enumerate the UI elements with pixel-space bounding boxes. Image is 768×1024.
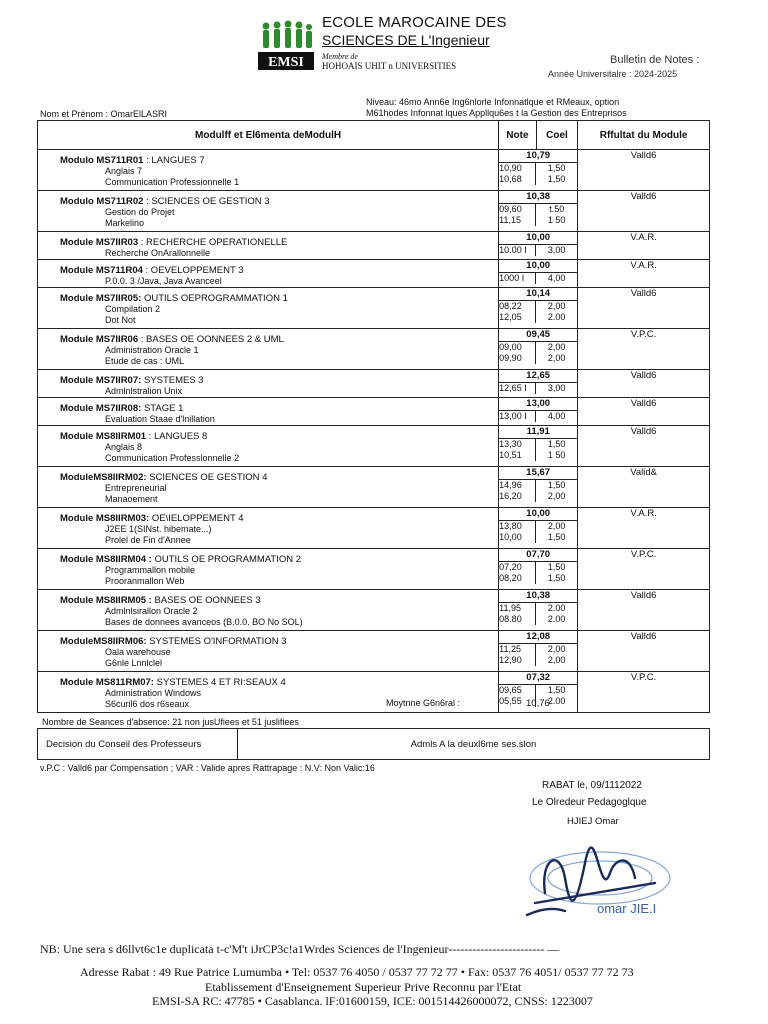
module-row	[38, 232, 710, 260]
module-cell	[38, 467, 499, 508]
module-result: Valld6	[578, 370, 710, 398]
module-title	[38, 398, 498, 414]
element-note: 09,60	[499, 204, 536, 215]
note-cell	[499, 631, 578, 672]
module-code: Module MS8IIRM03:	[60, 513, 150, 524]
module-row	[38, 260, 710, 288]
element-name: Admlnlsirallon Oracle 2	[105, 606, 198, 616]
element-coef: 2,00	[547, 491, 566, 501]
module-name: SYSTEMES 3	[143, 375, 204, 386]
module-cell	[38, 398, 499, 426]
module-row	[38, 549, 710, 590]
module-cell	[38, 232, 499, 260]
element-name: Markelino	[105, 218, 145, 228]
module-note: 11,91	[499, 426, 577, 439]
element-note: 08,20	[499, 573, 536, 584]
module-cell	[38, 549, 499, 590]
module-result: V.A.R.	[578, 260, 710, 288]
module-result: V.P.C.	[578, 672, 710, 713]
note-cell	[499, 288, 578, 329]
module-title	[38, 672, 498, 688]
module-note: 10,79	[499, 150, 577, 163]
element-name: J2EE 1(SINst. hibemate...)	[105, 524, 212, 534]
element-coef: 1,50	[547, 439, 566, 449]
module-name: SCIENCES OE GESTION 4	[149, 472, 268, 483]
module-result: Valld6	[578, 590, 710, 631]
module-row	[38, 426, 710, 467]
module-cell	[38, 590, 499, 631]
element-name: Recherche OnArallonnelle	[105, 248, 211, 258]
element-note: 12,65 I	[499, 383, 536, 394]
element-coef: 2.00	[547, 696, 566, 706]
element-coef: 4,00	[547, 411, 566, 421]
member-label: Membre de	[322, 52, 358, 61]
module-title	[38, 329, 498, 345]
bulletin-title: Bulletin de Notes :	[610, 54, 700, 66]
element-note: 09,00	[499, 342, 536, 353]
element-coef: 2.00	[547, 603, 566, 613]
element-coef: 1,50	[547, 685, 566, 695]
decision-table	[37, 728, 710, 760]
module-row	[38, 467, 710, 508]
module-name: : LANGUES 7	[146, 155, 205, 166]
element-note: 08.80	[499, 614, 536, 625]
element-coef: 2,00	[547, 655, 566, 665]
module-row	[38, 672, 710, 713]
module-note: 10,38	[499, 590, 577, 603]
element-name: Communication Professlonnelle 2	[105, 453, 240, 463]
module-note: 10,00	[499, 232, 577, 245]
element-coef: 1,50	[547, 174, 566, 184]
element-note: 12,05	[499, 312, 536, 323]
logo-text: EMSI	[268, 55, 304, 70]
element-note: 11,95	[499, 603, 536, 614]
module-title	[38, 467, 498, 483]
module-title	[38, 508, 498, 524]
element-coef: 4,00	[547, 273, 566, 283]
module-name: : OEVELOPPEMENT 3	[145, 265, 244, 276]
note-cell	[499, 426, 578, 467]
module-cell	[38, 288, 499, 329]
module-name: SYSTEMES O'INFORMATION 3	[149, 636, 287, 647]
address-line1: Adresse Rabat : 49 Rue Patrice Lumumba • Tel: 0537 76 4050 / 0537 77 72 77 • Fax: 0537 76 4051/ 0537 77 72 73	[80, 965, 634, 979]
element-name: Programmallon mobile	[105, 565, 196, 575]
module-result: Valid&	[578, 467, 710, 508]
module-code: Modulo MS711R01	[60, 155, 144, 166]
element-name: Prooranmallon Web	[105, 576, 185, 586]
module-note: 10,00	[499, 260, 577, 273]
module-title	[38, 426, 498, 442]
element-name: S6curil6 dos r6seaux	[105, 699, 190, 709]
absence-count: Nombre de Seances d'absence: 21 non jusUfiees et 51 juslifiees	[42, 717, 299, 727]
module-code: Module MS7IIR05:	[60, 293, 142, 304]
module-result: V.P.C.	[578, 329, 710, 370]
module-row	[38, 590, 710, 631]
element-name: Entrepreneurial	[105, 483, 167, 493]
member-group: HOHOAIS UHIT n UNIVERSITIES	[322, 61, 457, 71]
table-header-row	[38, 121, 710, 150]
element-note: 09,90	[499, 353, 536, 364]
module-row	[38, 150, 710, 191]
emsi-logo	[258, 18, 314, 72]
element-name: Anglais 7	[105, 166, 143, 176]
element-note: 14,96	[499, 480, 536, 491]
element-coef: 2,00	[547, 301, 566, 311]
module-name: SYSTEMES 4 ET RI:SEAUX 4	[156, 677, 286, 688]
element-note: 07,20	[499, 562, 536, 573]
module-row	[38, 398, 710, 426]
element-note: 10,90	[499, 163, 536, 174]
element-note: 05,55	[499, 696, 536, 707]
module-name: : RECHERCHE OPERATIONELLE	[140, 237, 288, 248]
element-coef: 1,50	[547, 562, 566, 572]
module-row	[38, 191, 710, 232]
element-note: 10,68	[499, 174, 536, 185]
address-line2: Etablissement d'Enseignement Superieur Prive Reconnu par l'Etat	[205, 980, 522, 994]
legend: v.P.C : Valld6 par Compensation ; VAR : Valide apres Rattrapage : N.V: Non Valic:16	[40, 763, 375, 773]
module-cell	[38, 370, 499, 398]
module-name: STAGE 1	[143, 403, 184, 414]
module-code: ModuleMS8IIRM02:	[60, 472, 147, 483]
module-cell	[38, 150, 499, 191]
element-coef: 3,00	[547, 245, 566, 255]
note-cell	[499, 329, 578, 370]
element-coef: t.50	[549, 204, 565, 214]
module-name: OE\IELOPPEMENT 4	[151, 513, 244, 524]
col-module-header: Modulff et El6menta deModulH	[38, 121, 499, 150]
note-cell	[499, 590, 578, 631]
general-average-label: Moytnne G6n6ral :	[386, 698, 461, 708]
module-code: Modulo MS711R02	[60, 196, 144, 207]
element-coef: 2,00	[547, 521, 566, 531]
level-line: Niveau: 46mo Ann6e Ing6nlorle Infonnatlque et RMeaux, option	[366, 97, 620, 107]
element-coef: 1,50	[547, 573, 566, 583]
element-name: Administration Windows	[105, 688, 202, 698]
module-result: Valld6	[578, 426, 710, 467]
school-name-line2: SCIENCES DE L'Ingenieur	[322, 32, 490, 48]
module-note: 07,32	[499, 672, 577, 685]
module-name: OUTILS OE PROGRAMMATION 2	[154, 554, 302, 565]
col-note-header: Note	[499, 121, 537, 150]
note-cell	[499, 370, 578, 398]
module-title	[38, 631, 498, 647]
module-note: 10,38	[499, 191, 577, 204]
address-line3: EMSI-SA RC: 47785 • Casablanca. lF:01600159, ICE: 001514426000072, CNSS: 1223007	[152, 994, 593, 1008]
element-note: 16,20	[499, 491, 536, 502]
module-result: Valld6	[578, 288, 710, 329]
element-coef: 1,50	[547, 532, 566, 542]
module-name: : LANGUES 8	[148, 431, 208, 442]
element-coef: 1 50	[547, 450, 566, 460]
general-average-value: 10,76	[526, 698, 550, 709]
element-note: 11,25	[499, 644, 536, 655]
module-name: BASES OE OONNEES 3	[154, 595, 261, 606]
element-name: Admlnlstralion Unix	[105, 386, 183, 396]
element-name: G6nle Lnnlclel	[105, 658, 163, 668]
element-note: 1000 I	[499, 273, 536, 284]
element-note: 13,80	[499, 521, 536, 532]
note-cell	[499, 191, 578, 232]
note-cell	[499, 150, 578, 191]
academic-year: Année Universitalre : 2024-2025	[548, 69, 678, 79]
element-note: 13,30	[499, 439, 536, 450]
element-note: 13,00 I	[499, 411, 536, 422]
module-note: 10,00	[499, 508, 577, 521]
module-cell	[38, 426, 499, 467]
module-result: V.A.R.	[578, 508, 710, 549]
module-row	[38, 508, 710, 549]
place-date: RABAT le, 09/1112022	[542, 780, 642, 791]
element-note: 08,22	[499, 301, 536, 312]
module-row	[38, 631, 710, 672]
module-cell	[38, 191, 499, 232]
module-title	[38, 150, 498, 166]
module-row	[38, 329, 710, 370]
module-result: V.P.C.	[578, 549, 710, 590]
note-cell	[499, 549, 578, 590]
module-name: : SCIENCES OE GESTION 3	[146, 196, 270, 207]
element-coef: 1 50	[547, 215, 566, 225]
module-note: 15,67	[499, 467, 577, 480]
signature-stamp	[505, 843, 705, 933]
module-code: Module MS7IIR08:	[60, 403, 142, 414]
element-coef: 2,00	[547, 353, 566, 363]
element-name: Gestion do Projet	[105, 207, 175, 217]
module-title	[38, 549, 498, 565]
element-note: 10,51	[499, 450, 536, 461]
module-result: Valld6	[578, 191, 710, 232]
module-result: Valld6	[578, 398, 710, 426]
module-code: Module MS8IIRM05 :	[60, 595, 152, 606]
element-note: 10,00	[499, 532, 536, 543]
element-coef: 2,00	[547, 644, 566, 654]
module-row	[38, 288, 710, 329]
director-title: Le Olredeur Pedagoglque	[532, 797, 647, 808]
module-title	[38, 590, 498, 606]
element-name: Prolel de Fin d'Annee	[105, 535, 191, 545]
col-result-header: Rffultat du Module	[578, 121, 710, 150]
element-name: Dot Not	[105, 315, 136, 325]
element-name: Compilation 2	[105, 304, 161, 314]
element-coef: 1,50	[547, 163, 566, 173]
module-result: Valld6	[578, 631, 710, 672]
module-code: Module MS8IIRM01	[60, 431, 147, 442]
decision-value: Admls A la deuxl6me ses.slon	[238, 729, 710, 760]
element-note: 11,15	[499, 215, 536, 226]
module-title	[38, 260, 498, 276]
student-name: Nom et Prénom : OmarElLASRI	[40, 109, 168, 119]
decision-label: Decision du Conseil des Professeurs	[38, 729, 238, 760]
element-coef: 2,00	[547, 342, 566, 352]
element-note: 10.00 I	[499, 245, 536, 256]
module-title	[38, 232, 498, 248]
module-code: Module MS7IIR07:	[60, 375, 142, 386]
element-name: Oala warehouse	[105, 647, 171, 657]
signature-name: omar JIE.I	[597, 901, 657, 916]
module-result: Valld6	[578, 150, 710, 191]
element-coef: 2.00	[547, 312, 566, 322]
nb-notice: NB: Une sera s d6llvt6c1e duplicata t-c'M't iJrCP3c!a1Wrdes Sciences de l'Ingenieur------------------------ —	[40, 942, 560, 956]
element-note: 12,90	[499, 655, 536, 666]
module-note: 12,08	[499, 631, 577, 644]
module-code: Module MS711R04	[60, 265, 143, 276]
element-name: Anglais 8	[105, 442, 143, 452]
module-note: 09,45	[499, 329, 577, 342]
note-cell	[499, 232, 578, 260]
module-code: Module MS7IIR06	[60, 334, 139, 345]
director-name: HJIEJ Omar	[567, 816, 619, 827]
note-cell	[499, 260, 578, 288]
module-code: ModuleMS8IIRM06:	[60, 636, 147, 647]
module-note: 13,00	[499, 398, 577, 411]
element-coef: 3,00	[547, 383, 566, 393]
module-note: 10,14	[499, 288, 577, 301]
module-title	[38, 370, 498, 386]
col-coef-header: Coel	[536, 121, 578, 150]
module-note: 07,70	[499, 549, 577, 562]
element-note: 09,65	[499, 685, 536, 696]
school-name-line1: ECOLE MAROCAINE DES	[322, 14, 507, 31]
element-name: P.0.0. 3 /Java, Java Avanceel	[105, 276, 222, 286]
module-name: OUTILS OEPROGRAMMATION 1	[143, 293, 288, 304]
module-title	[38, 288, 498, 304]
module-cell	[38, 508, 499, 549]
module-cell	[38, 329, 499, 370]
note-cell	[499, 508, 578, 549]
element-name: Bases de donnees avanceos (B.0.0. BO No SOL)	[105, 617, 303, 627]
module-name: : BASES OE OONNEES 2 & UML	[140, 334, 284, 345]
note-cell	[499, 467, 578, 508]
element-name: Manaoement	[105, 494, 158, 504]
element-name: Etude de cas : UML	[105, 356, 185, 366]
module-row	[38, 370, 710, 398]
element-coef: 2.00	[547, 614, 566, 624]
module-code: Module MS811RM07:	[60, 677, 154, 688]
element-name: Communication Professionnelle 1	[105, 177, 240, 187]
grades-table	[37, 120, 710, 713]
element-name: Evaluation Staae d'lnillation	[105, 414, 215, 424]
module-code: Module MS7IIR03	[60, 237, 139, 248]
module-cell	[38, 260, 499, 288]
module-title	[38, 191, 498, 207]
option-line: M61hodes Infonnat lques Appllqu6es t la Gestion des Entreprisos	[366, 108, 627, 118]
element-coef: 1,50	[547, 480, 566, 490]
module-note: 12,65	[499, 370, 577, 383]
element-name: Administration Oracle 1	[105, 345, 199, 355]
module-result: V.A.R.	[578, 232, 710, 260]
note-cell	[499, 398, 578, 426]
module-cell	[38, 631, 499, 672]
module-code: Module MS8IIRM04 :	[60, 554, 152, 565]
